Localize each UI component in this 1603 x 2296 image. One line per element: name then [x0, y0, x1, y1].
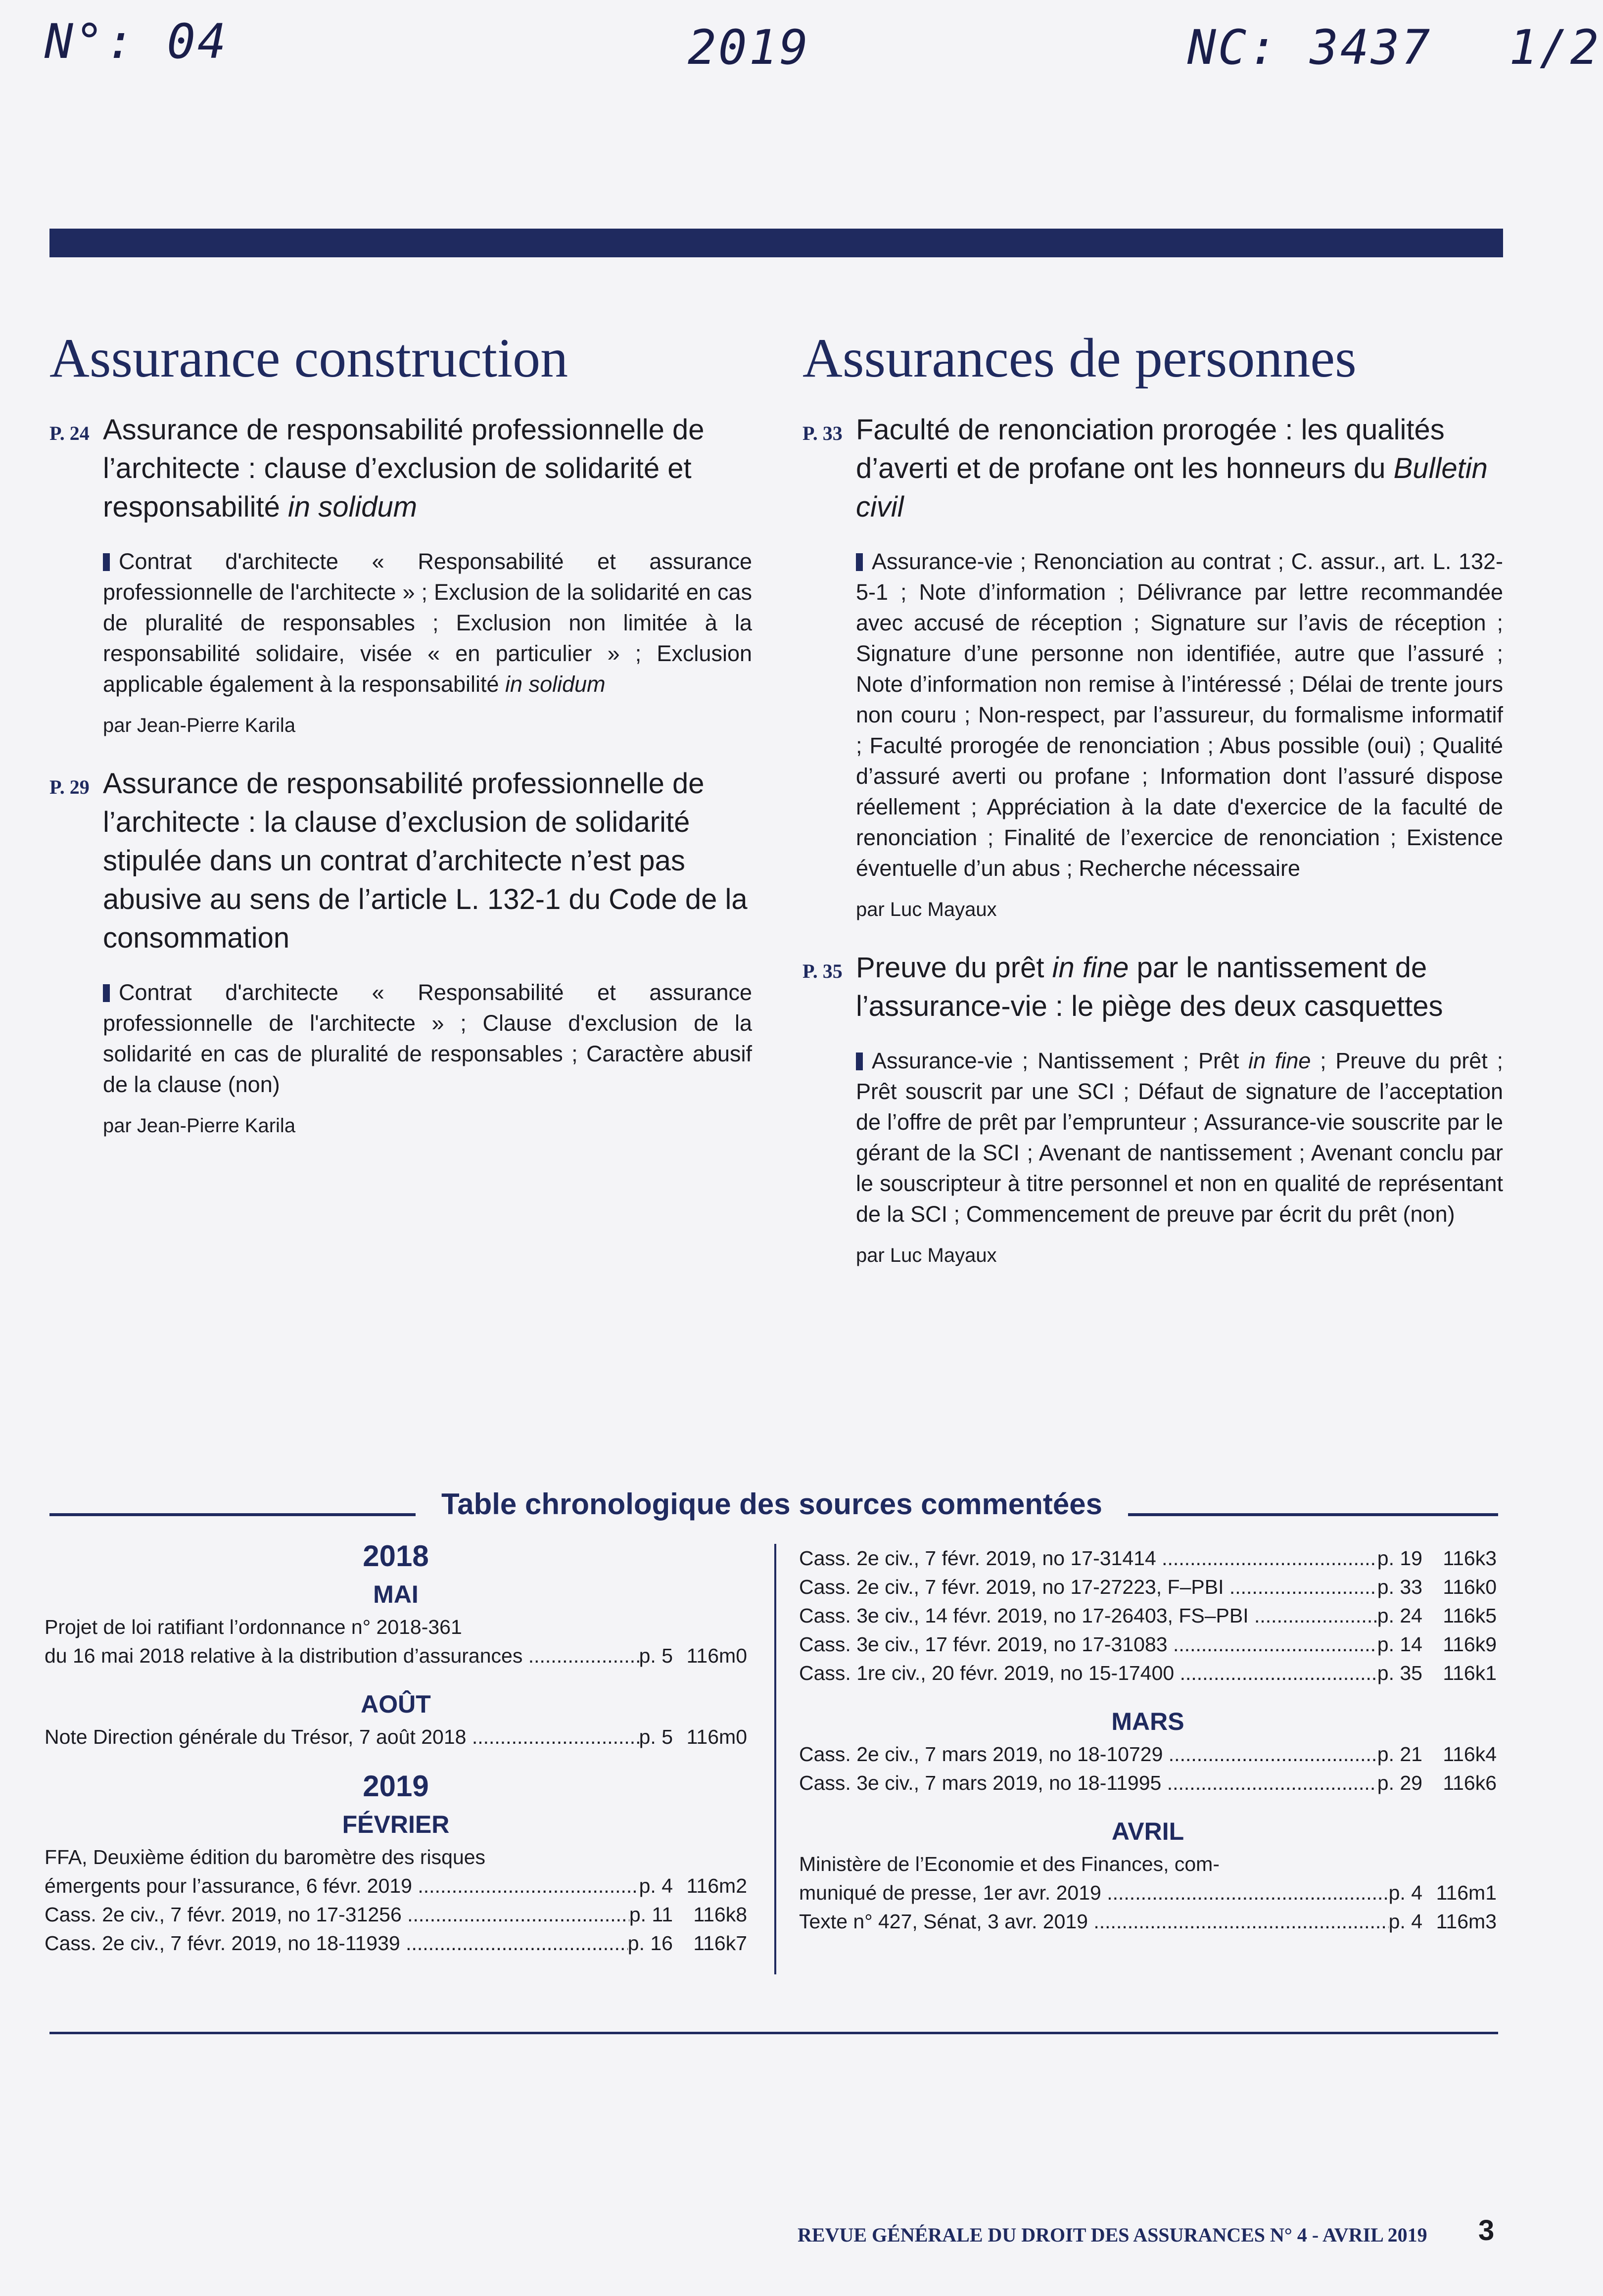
month-heading: MARS [1111, 1708, 1184, 1735]
handwritten-number: N°: 04 [45, 14, 228, 69]
journal-footer: REVUE GÉNÉRALE DU DROIT DES ASSURANCES N° 4 - AVRIL 2019 [798, 2224, 1427, 2246]
top-rule [49, 229, 1503, 257]
page-number: 3 [1478, 2214, 1495, 2247]
bullet-square-icon [103, 984, 110, 1002]
month-heading: AOÛT [361, 1690, 431, 1718]
chrono-entry: Cass. 2e civ., 7 févr. 2019, no 17-31256 ..... p. 11 116k8 [45, 1900, 747, 1929]
section-title-construction: Assurance construction [49, 328, 568, 389]
article-p24 [49, 411, 752, 737]
chrono-rule-left [49, 1513, 416, 1516]
chrono-entry: Cass. 2e civ., 7 févr. 2019, no 17-31414 ..... p. 19 116k3 [799, 1544, 1497, 1573]
chrono-entry: Projet de loi ratifiant l’ordonnance n° 2018-361 du 16 mai 2018 relative à la distribution d’assurances ..... p. 5 116m0 [45, 1613, 747, 1670]
page-reference: P. 24 [49, 422, 90, 444]
article-author: par Jean-Pierre Karila [103, 1115, 296, 1137]
section-title-personnes: Assurances de personnes [802, 328, 1357, 389]
article-author: par Jean-Pierre Karila [103, 715, 296, 736]
article-title: Preuve du prêt in fine par le nantissement de l’assurance-vie : le piège des deux casquettes [856, 952, 1443, 1022]
article-title: Assurance de responsabilité professionnelle de l’architecte : la clause d’exclusion de solidarité stipulée dans un contrat d’architecte n’est pas abusive au sens de l’article L. 132-1 du Code de la consommation [103, 767, 748, 954]
chrono-entry: Cass. 3e civ., 17 févr. 2019, no 17-31083 ..... p. 14 116k9 [799, 1630, 1497, 1659]
page-reference: P. 29 [49, 776, 90, 798]
article-keywords: Assurance-vie ; Nantissement ; Prêt in fine ; Preuve du prêt ; Prêt souscrit par une SCI ; Défaut de signature de l’acceptation de l’offre de prêt par l’emprunteur ; Assurance-vie souscrite par le gérant de la SCI ; Avenant de nantissement ; Avenant conclu par le souscripteur à titre personnel et non en qualité de représentant de la SCI ; Commencement de preuve par écrit du prêt (non) [856, 1048, 1503, 1227]
month-heading: MAI [373, 1580, 419, 1608]
page-reference: P. 33 [802, 422, 843, 444]
article-title: Faculté de renonciation prorogée : les qualités d’averti et de profane ont les honneurs du Bulletin civil [856, 414, 1488, 523]
year-heading: 2019 [363, 1770, 429, 1803]
article-p35 [802, 949, 1503, 1267]
construction-column [49, 411, 752, 1165]
chrono-entry: Cass. 1re civ., 20 févr. 2019, no 15-17400 ..... p. 35 116k1 [799, 1659, 1497, 1687]
chrono-entry: Cass. 3e civ., 14 févr. 2019, no 17-26403, FS–PBI ..... p. 24 116k5 [799, 1601, 1497, 1630]
chrono-title: Table chronologique des sources commentées [441, 1487, 1102, 1521]
chrono-entry: Cass. 2e civ., 7 févr. 2019, no 18-11939 ..... p. 16 116k7 [45, 1929, 747, 1958]
chrono-rule-right [1128, 1513, 1498, 1516]
article-author: par Luc Mayaux [856, 1244, 997, 1266]
bottom-rule [49, 2032, 1498, 2034]
article-p33 [802, 411, 1503, 921]
article-author: par Luc Mayaux [856, 899, 997, 920]
chrono-entry: Texte n° 427, Sénat, 3 avr. 2019 ..... p. 4 116m3 [799, 1907, 1497, 1936]
month-heading: AVRIL [1111, 1818, 1184, 1845]
chrono-right [799, 1544, 1497, 1936]
chrono-divider [774, 1544, 776, 1974]
article-keywords: Contrat d'architecte « Responsabilité et assurance professionnelle de l'architecte » ; Exclusion de la solidarité en cas de pluralité de responsables ; Exclusion non limitée à la responsabilité solidaire, visée « en particulier » ; Exclusion applicable également à la responsabilité in solidum [103, 549, 752, 697]
handwritten-fraction: 1/2 [1509, 20, 1601, 75]
article-title: Assurance de responsabilité professionnelle de l’architecte : clause d’exclusion de solidarité et responsabilité in solidum [103, 414, 705, 523]
chrono-entry: Cass. 2e civ., 7 mars 2019, no 18-10729 ..... p. 21 116k4 [799, 1740, 1497, 1769]
chrono-entry: FFA, Deuxième édition du baromètre des risques émergents pour l’assurance, 6 févr. 2019 ..... p. 4 116m2 [45, 1843, 747, 1900]
chrono-entry: Ministère de l’Economie et des Finances, com- muniqué de presse, 1er avr. 2019 ..... p. 4 116m1 [799, 1850, 1497, 1907]
chrono-left [45, 1534, 747, 1958]
bullet-square-icon [103, 553, 110, 571]
page-reference: P. 35 [802, 960, 843, 982]
article-p29 [49, 765, 752, 1137]
year-heading: 2018 [363, 1539, 429, 1573]
bullet-square-icon [856, 553, 863, 571]
article-keywords: Assurance-vie ; Renonciation au contrat ; C. assur., art. L. 132-5-1 ; Note d’information ; Délivrance par lettre recommandée avec accusé de réception ; Signature sur l’avis de réception ; Signature d’une personne non identifiée, autre que l’assuré ; Note d’information non remise à l’intéressé ; Délai de trente jours non couru ; Non-respect, par l’assureur, du formalisme informatif ; Faculté prorogée de renonciation ; Abus possible (oui) ; Qualité d’assuré averti ou profane ; Information dont l’assuré dispose réellement ; Appréciation à la date d'exercice de la faculté de renonciation ; Finalité de l’exercice de renonciation ; Existence éventuelle d’un abus ; Recherche nécessaire [856, 549, 1503, 881]
handwritten-ref: NC: 3437 [1187, 20, 1432, 75]
bullet-square-icon [856, 1052, 863, 1070]
chrono-entry: Cass. 2e civ., 7 févr. 2019, no 17-27223, F–PBI ..... p. 33 116k0 [799, 1573, 1497, 1601]
handwritten-year: 2019 [688, 20, 810, 75]
chrono-entry: Note Direction générale du Trésor, 7 août 2018 ..... p. 5 116m0 [45, 1722, 747, 1751]
article-keywords: Contrat d'architecte « Responsabilité et assurance professionnelle de l'architecte » ; Clause d'exclusion de la solidarité en cas de pluralité de responsables ; Caractère abusif de la clause (non) [103, 980, 752, 1097]
month-heading: FÉVRIER [342, 1811, 450, 1838]
personnes-column [802, 411, 1503, 1294]
chrono-entry: Cass. 3e civ., 7 mars 2019, no 18-11995 ..... p. 29 116k6 [799, 1769, 1497, 1797]
